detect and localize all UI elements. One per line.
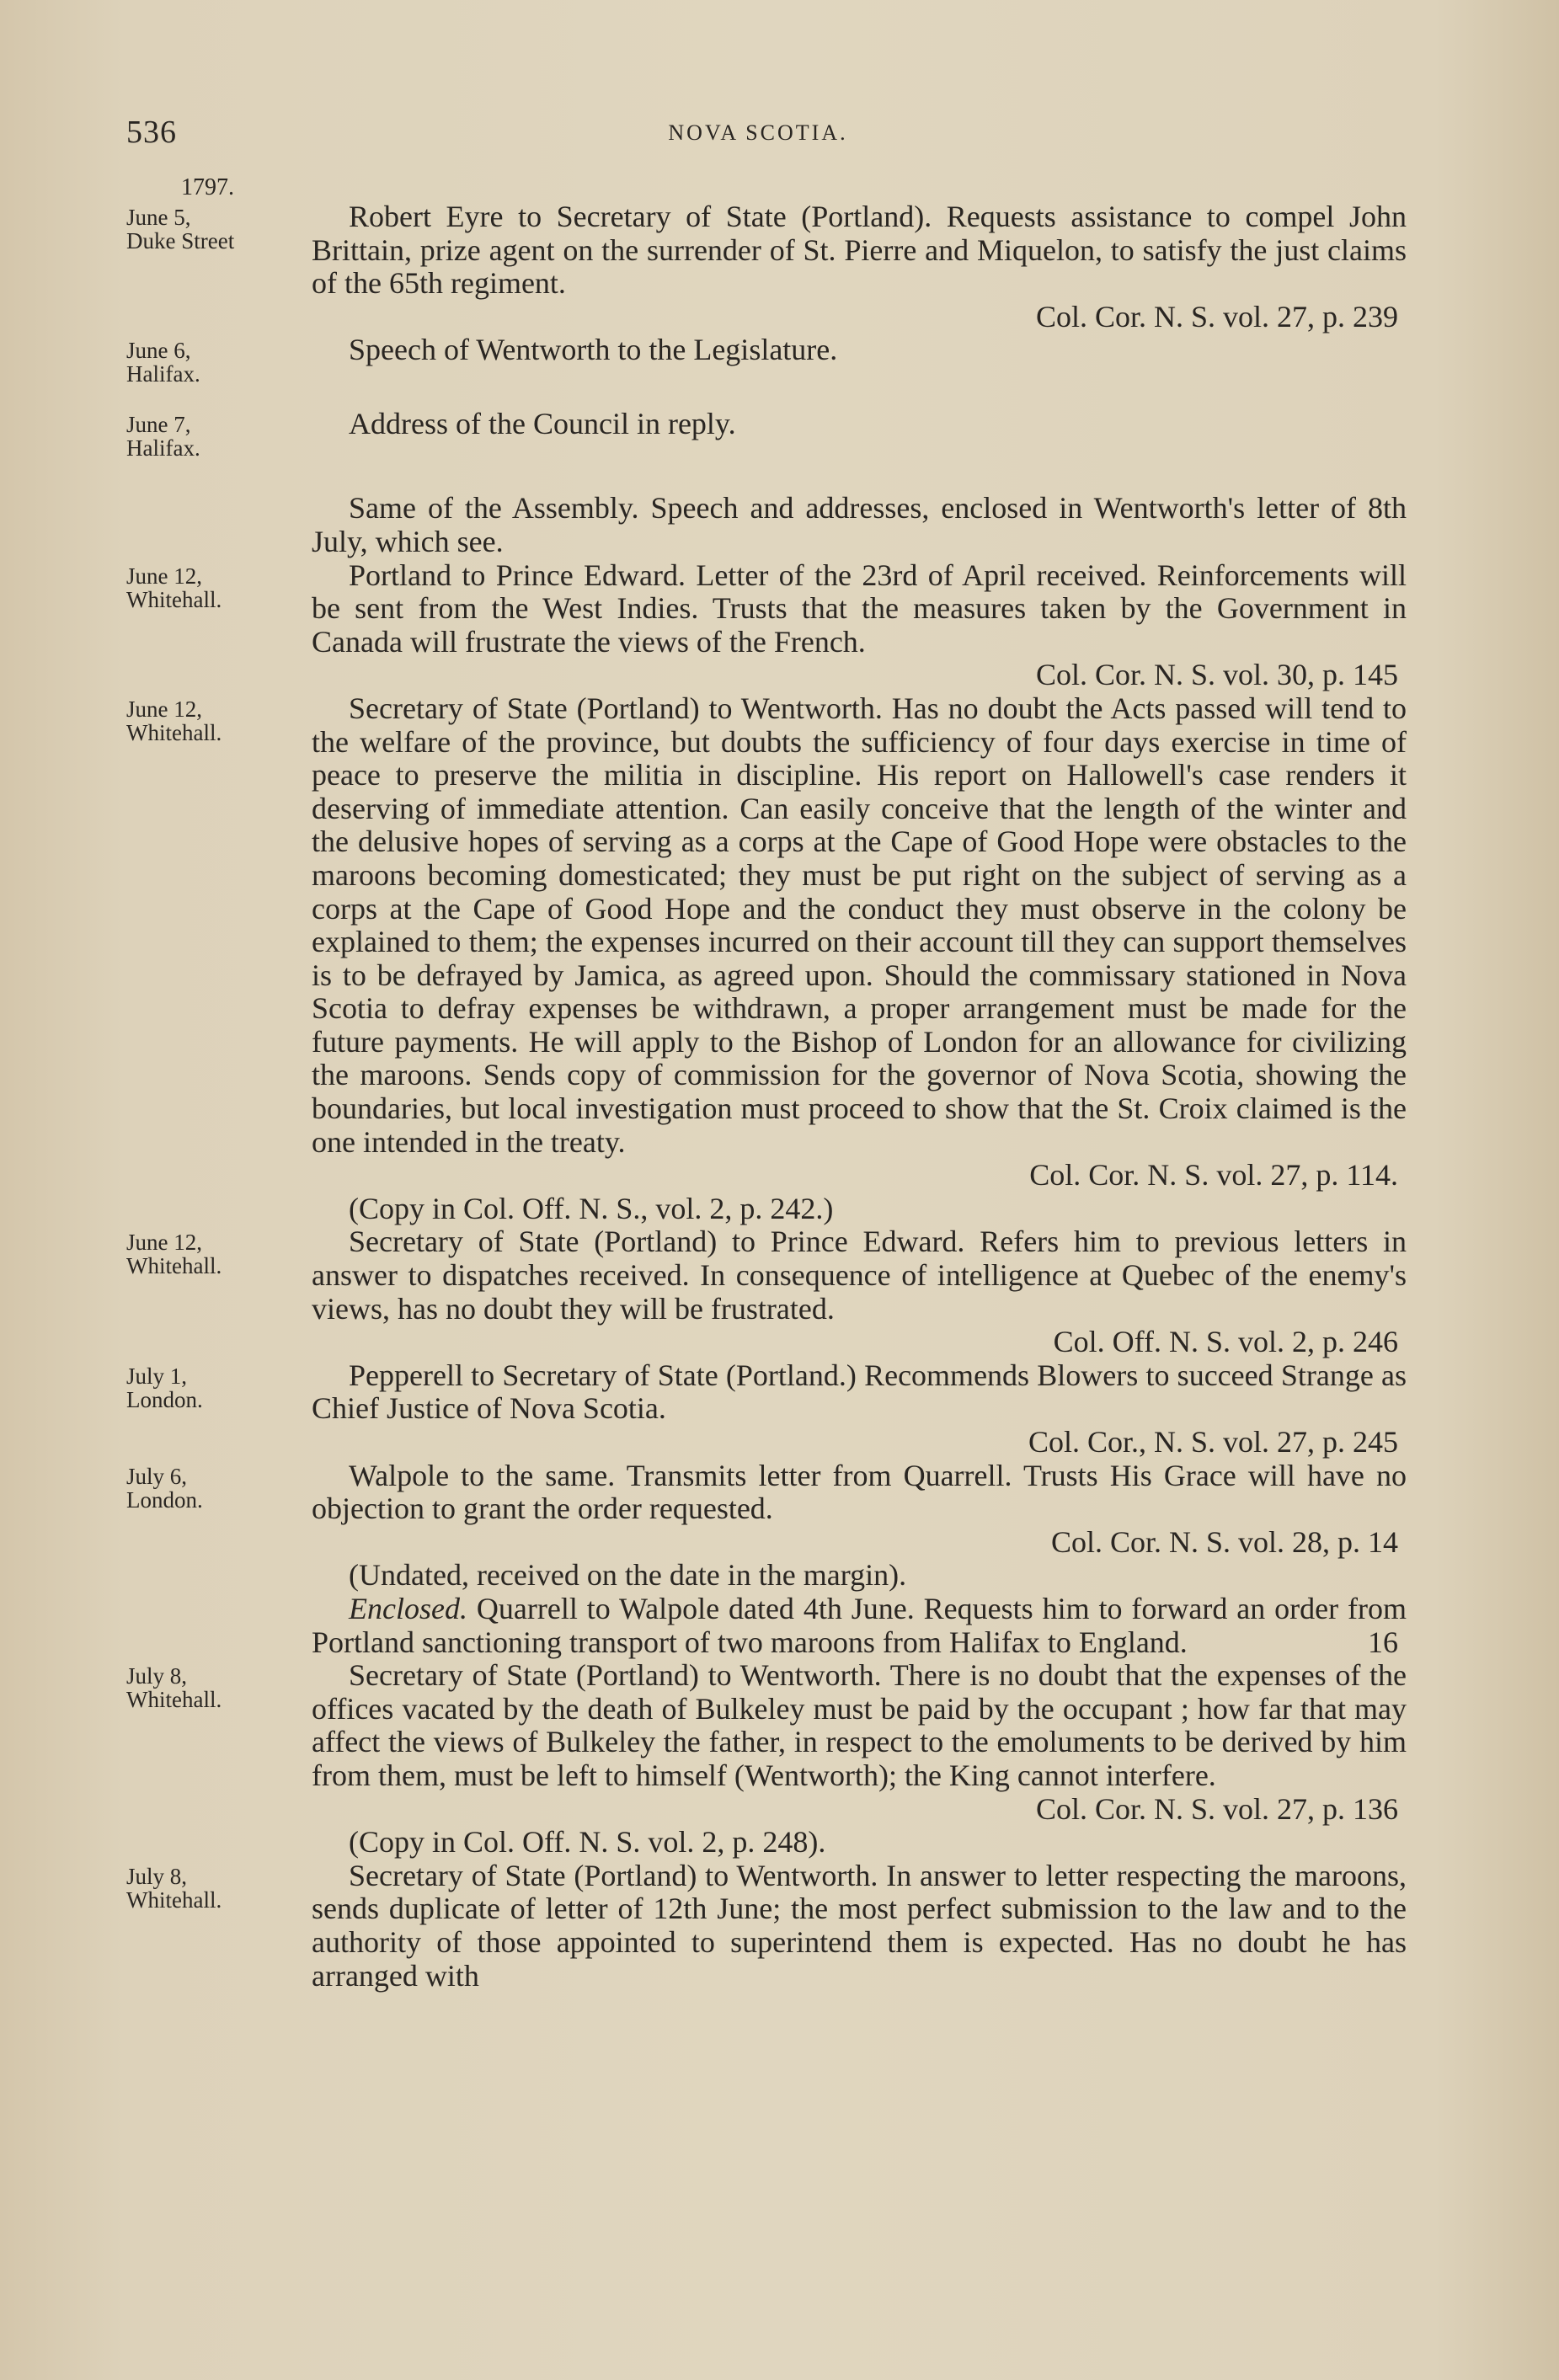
- entry-2: [126, 334, 1407, 386]
- entry-copy-note: (Copy in Col. Off. N. S., vol. 2, p. 242.): [349, 1191, 834, 1225]
- entry-margin: [126, 1659, 312, 1860]
- entry-date: June 7,: [126, 412, 191, 438]
- entry-copy-note: (Undated, received on the date in the margin).: [349, 1558, 907, 1593]
- entry-place: Whitehall.: [126, 1253, 222, 1279]
- entry-place: Halifax.: [126, 435, 200, 462]
- entry-date: June 12,: [126, 563, 202, 589]
- entry-reference: Col. Cor. N. S. vol. 30, p. 145: [1035, 658, 1398, 692]
- page-header: [126, 114, 1390, 156]
- entry-margin: [126, 1860, 312, 1993]
- entry-body: [312, 1225, 1407, 1358]
- enclosure: [312, 1593, 1407, 1659]
- entry-date: July 1,: [126, 1363, 188, 1389]
- entry-1: [126, 200, 1407, 334]
- entry-place: London.: [126, 1486, 203, 1513]
- entry-date: June 5,: [126, 205, 191, 230]
- entry-reference: Col. Cor. N. S. vol. 27, p. 136: [1035, 1791, 1398, 1826]
- entry-place: Duke Street: [126, 228, 235, 253]
- year-label: 1797.: [181, 174, 234, 200]
- entry-body: [312, 1459, 1407, 1660]
- entry-text: Portland to Prince Edward. Letter of the 23rd of April received. Reinforcements will be sent from the West Indies. Trusts that the measures taken by the Government in Canada will frustrate the views of the French.: [312, 558, 1407, 659]
- entry-text: Secretary of State (Portland) to Wentworth. There is no doubt that the expenses of the offices vacated by the death of Bulkeley must be paid by the occupant ; how far that may affect the views of Bulkeley the father, in respect to the emoluments to be derived by him from them, must be left to himself (Wentworth); the King cannot interfere.: [312, 1658, 1407, 1792]
- enclosed-text: Quarrell to Walpole dated 4th June. Requests him to forward an order from Portland sanctioning transport of two maroons from Halifax to England.: [312, 1591, 1407, 1659]
- entry-margin: [126, 492, 312, 558]
- entry-reference: Col. Cor. N. S. vol. 27, p. 114.: [1029, 1158, 1398, 1193]
- entry-date: July 8,: [126, 1663, 188, 1689]
- entry-place: Whitehall.: [126, 586, 222, 612]
- entry-date: June 12,: [126, 1230, 202, 1256]
- entry-body: [312, 1359, 1407, 1459]
- entry-margin: [126, 334, 312, 386]
- entry-margin: [126, 1459, 312, 1660]
- entry-body: [312, 492, 1407, 558]
- entry-reference: Col. Cor. N. S. vol. 27, p. 239: [1035, 299, 1398, 334]
- entry-body: [312, 559, 1407, 692]
- entry-margin: [126, 1225, 312, 1358]
- entry-reference: Col. Off. N. S. vol. 2, p. 246: [1053, 1325, 1398, 1359]
- entry-date: June 12,: [126, 696, 202, 722]
- entry-3: [126, 408, 1407, 460]
- entry-text: Speech of Wentworth to the Legislature.: [349, 333, 838, 367]
- entry-text: Secretary of State (Portland) to Wentworth. Has no doubt the Acts passed will tend to the welfare of the province, but doubts the sufficiency of four days exercise in time of peace to preserve the militia in discipline. His report on Hallowell's case renders it deserving of immediate attention. Can easily conceive that the length of the winter and the delusive hopes of serving as a corps at the Cape of Good Hope were obstacles to the maroons becoming domesticated; they must be put right on the subject of serving as a corps at the Cape of Good Hope and the conduct they must observe in the colony be explained to them; the expenses incurred on their account till they can support themselves is to be defrayed by Jamica, as agreed upon. Should the commissary stationed in Nova Scotia to defray expenses be withdrawn, a proper arrangement must be made for the future payments. He will apply to the Bishop of London for an allowance for civilizing the maroons. Sends copy of commission for the governor of Nova Scotia, showing the boundaries, but local investigation must proceed to show that the St. Croix claimed is the one intended in the treaty.: [312, 691, 1407, 1159]
- entry-place: Whitehall.: [126, 1886, 222, 1913]
- entry-6: [126, 692, 1407, 1226]
- entry-9: [126, 1459, 1407, 1660]
- entry-place: Whitehall.: [126, 1687, 222, 1713]
- entry-text: Address of the Council in reply.: [349, 407, 736, 441]
- entry-date: June 6,: [126, 338, 191, 364]
- entry-4: [126, 492, 1407, 558]
- page-number: 536: [126, 115, 177, 150]
- entry-text: Pepperell to Secretary of State (Portland.) Recommends Blowers to succeed Strange as Chief Justice of Nova Scotia.: [312, 1358, 1407, 1426]
- entry-text: Secretary of State (Portland) to Wentworth. In answer to letter respecting the maroons, sends duplicate of letter of 12th June; the most perfect submission to the law and to the authority of those appointed to superintend them is expected. Has no doubt he has arranged with: [312, 1858, 1407, 1993]
- entry-date: July 6,: [126, 1463, 188, 1489]
- entry-reference: Col. Cor. N. S. vol. 28, p. 14: [1050, 1524, 1398, 1559]
- entry-margin: [126, 200, 312, 334]
- running-title: NOVA SCOTIA.: [668, 120, 848, 145]
- entry-place: Halifax.: [126, 361, 200, 387]
- entry-11: [126, 1860, 1407, 1993]
- calendar-entries: [126, 175, 1407, 1993]
- entry-8: [126, 1359, 1407, 1459]
- entry-text: Walpole to the same. Transmits letter from Quarrell. Trusts His Grace will have no objection to grant the order requested.: [312, 1458, 1407, 1526]
- entry-place: Whitehall.: [126, 719, 222, 745]
- entry-copy-note: (Copy in Col. Off. N. S. vol. 2, p. 248).: [349, 1825, 826, 1860]
- entry-5: [126, 559, 1407, 692]
- entry-7: [126, 1225, 1407, 1358]
- enclosed-label: Enclosed.: [349, 1591, 467, 1625]
- entry-text: Secretary of State (Portland) to Prince Edward. Refers him to previous letters in answer to dispatches received. In consequence of intelligence at Quebec of the enemy's views, has no doubt they will be frustrated.: [312, 1225, 1407, 1326]
- entry-date: July 8,: [126, 1863, 188, 1889]
- entry-margin: [126, 559, 312, 692]
- entry-text: Same of the Assembly. Speech and addresses, enclosed in Wentworth's letter of 8th July, which see.: [312, 491, 1407, 558]
- entry-body: [312, 408, 1407, 460]
- enclosed-page: 16: [1368, 1625, 1398, 1659]
- entry-place: London.: [126, 1386, 203, 1412]
- entry-10: [126, 1659, 1407, 1860]
- entry-margin: [126, 408, 312, 460]
- entry-body: [312, 1659, 1407, 1860]
- entry-text: Robert Eyre to Secretary of State (Portland). Requests assistance to compel John Brittain, prize agent on the surrender of St. Pierre and Miquelon, to satisfy the just claims of the 65th regiment.: [312, 200, 1407, 301]
- entry-margin: [126, 1359, 312, 1459]
- entry-body: [312, 200, 1407, 334]
- entry-margin: [126, 692, 312, 1226]
- entry-body: [312, 692, 1407, 1226]
- entry-body: [312, 334, 1407, 386]
- entry-reference: Col. Cor., N. S. vol. 27, p. 245: [1028, 1425, 1398, 1459]
- entry-body: [312, 1860, 1407, 1993]
